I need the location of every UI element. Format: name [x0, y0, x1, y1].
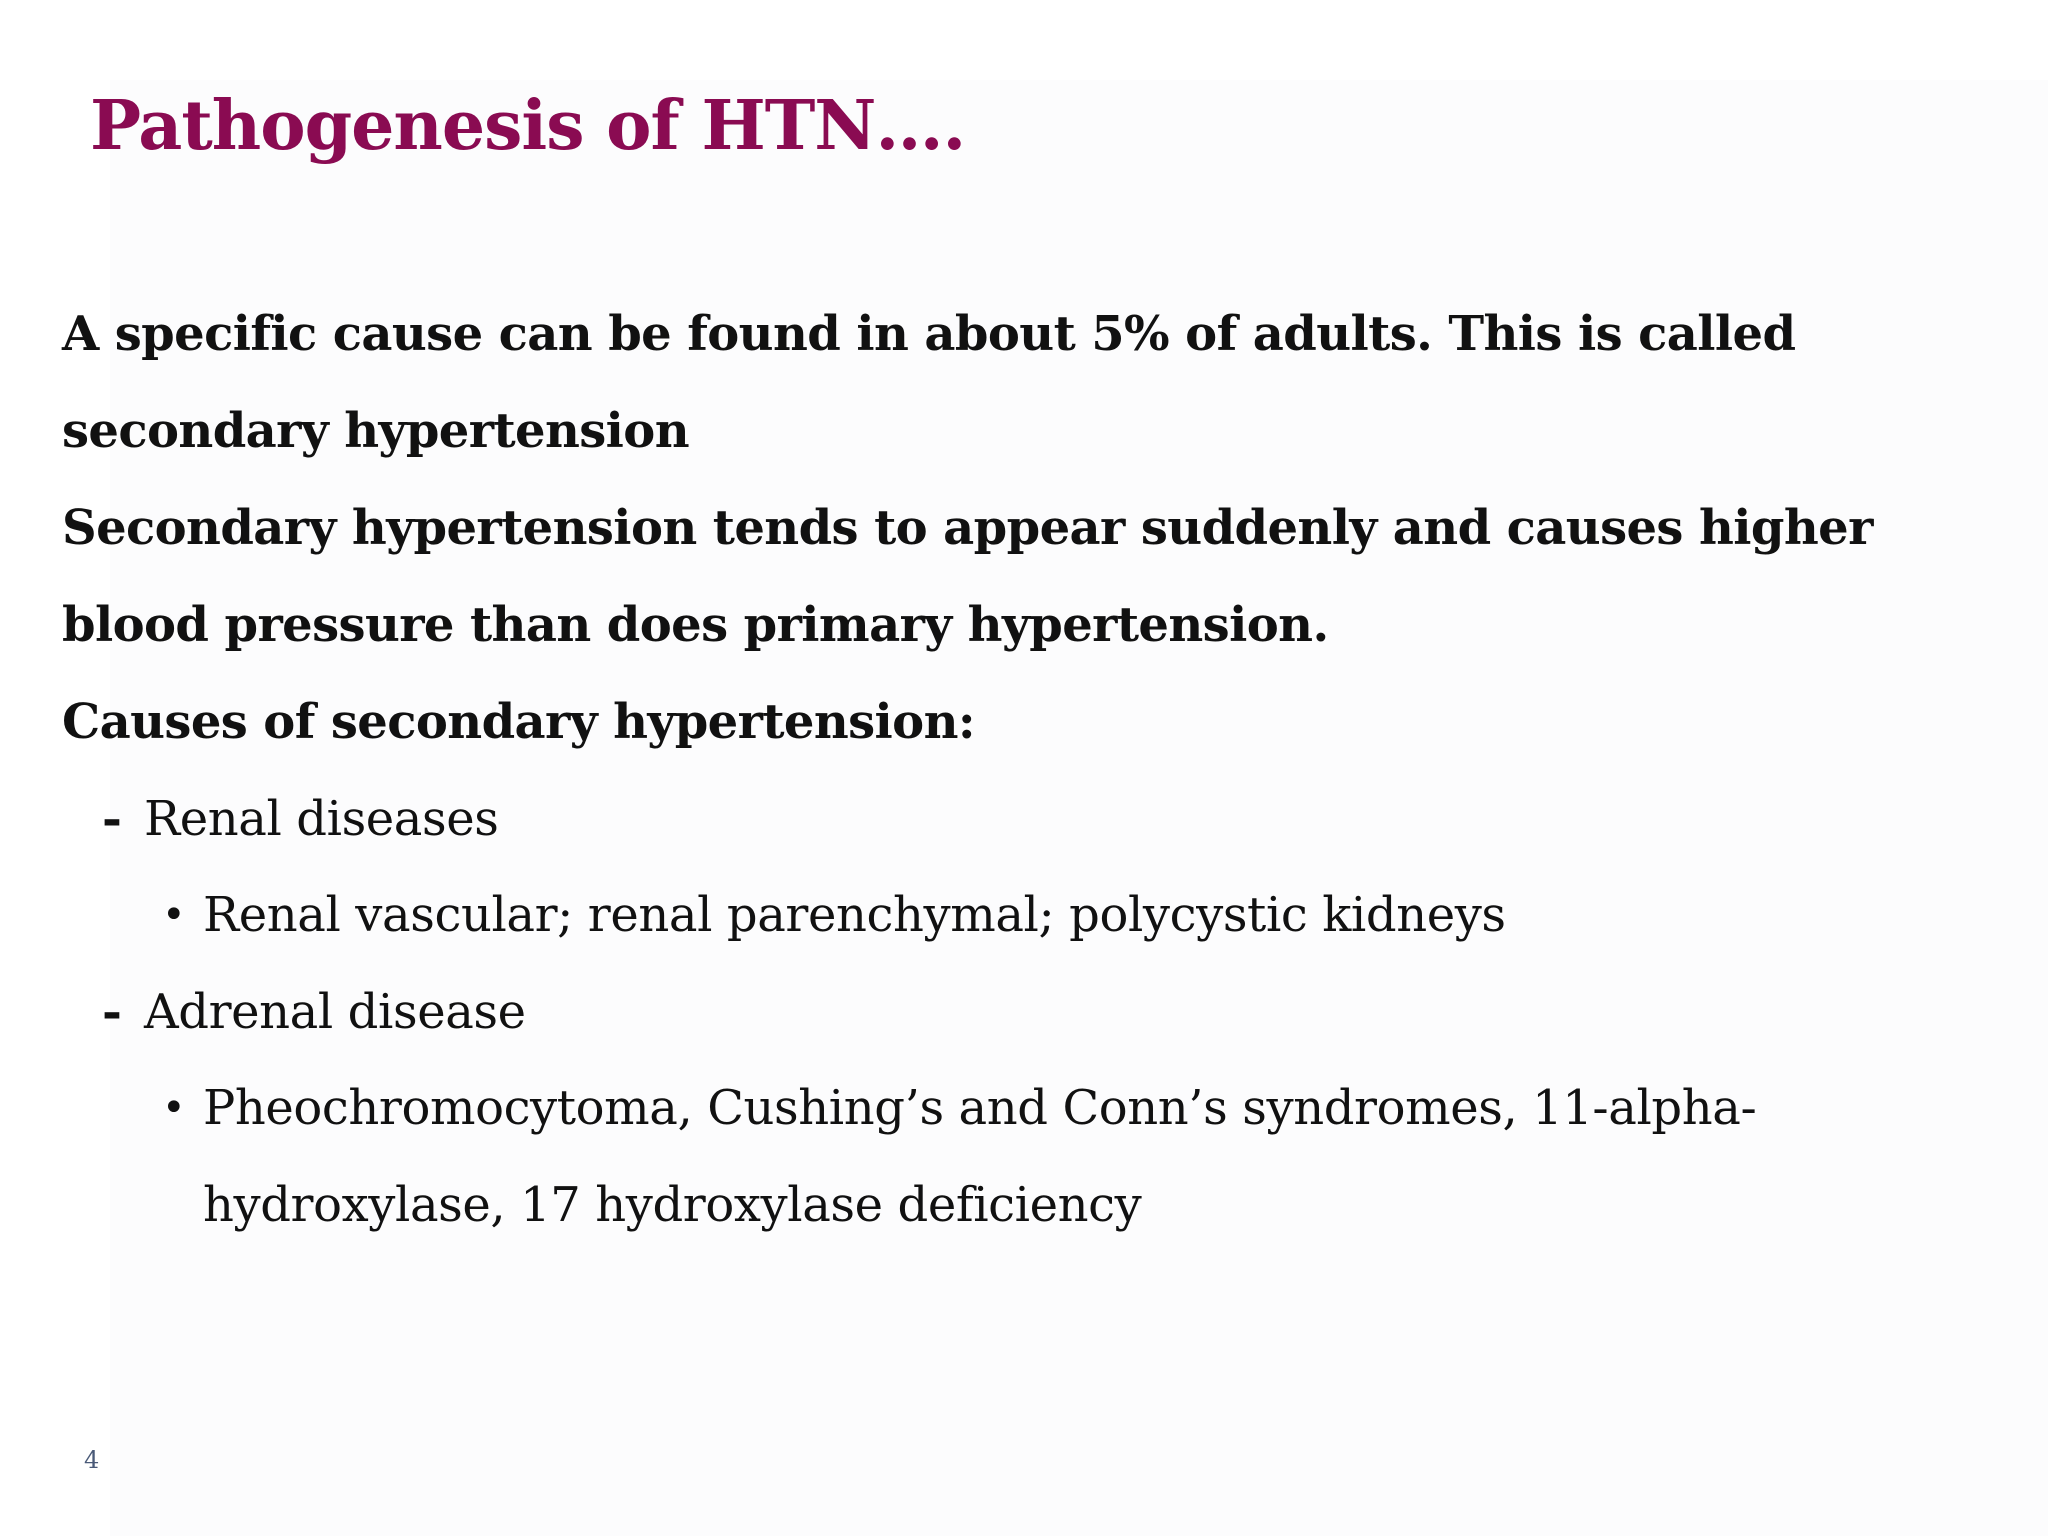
cause-detail-adrenal	[62, 1060, 1962, 1254]
cause-detail-line: Pheochromocytoma, Cushing’s and Conn’s syndromes, 11-alpha-	[203, 1080, 1757, 1136]
body-paragraph-line: A specific cause can be found in about 5% of adults. This is called	[62, 306, 1796, 362]
cause-item-adrenal	[62, 964, 1962, 1060]
slide-title: Pathogenesis of HTN….	[90, 86, 966, 166]
cause-detail-line: Renal vascular; renal parenchymal; polycystic kidneys	[203, 887, 1506, 943]
cause-label: Renal diseases	[144, 791, 499, 847]
body-paragraph-line: secondary hypertension	[62, 403, 690, 459]
cause-detail-renal	[62, 867, 1962, 964]
cause-detail-line: hydroxylase, 17 hydroxylase deficiency	[203, 1177, 1142, 1233]
bullet-dot: •	[162, 1085, 186, 1131]
bullet-dot: •	[162, 892, 186, 938]
slide-body	[62, 286, 1962, 1254]
body-paragraph-line: blood pressure than does primary hypertension.	[62, 597, 1329, 653]
page-number: 4	[84, 1446, 100, 1474]
causes-heading: Causes of secondary hypertension:	[62, 694, 976, 750]
cause-label: Adrenal disease	[144, 984, 526, 1040]
dash-bullet: -	[102, 791, 122, 847]
body-paragraph-line: Secondary hypertension tends to appear suddenly and causes higher	[62, 500, 1873, 556]
cause-item-renal	[62, 771, 1962, 867]
dash-bullet: -	[102, 984, 122, 1040]
